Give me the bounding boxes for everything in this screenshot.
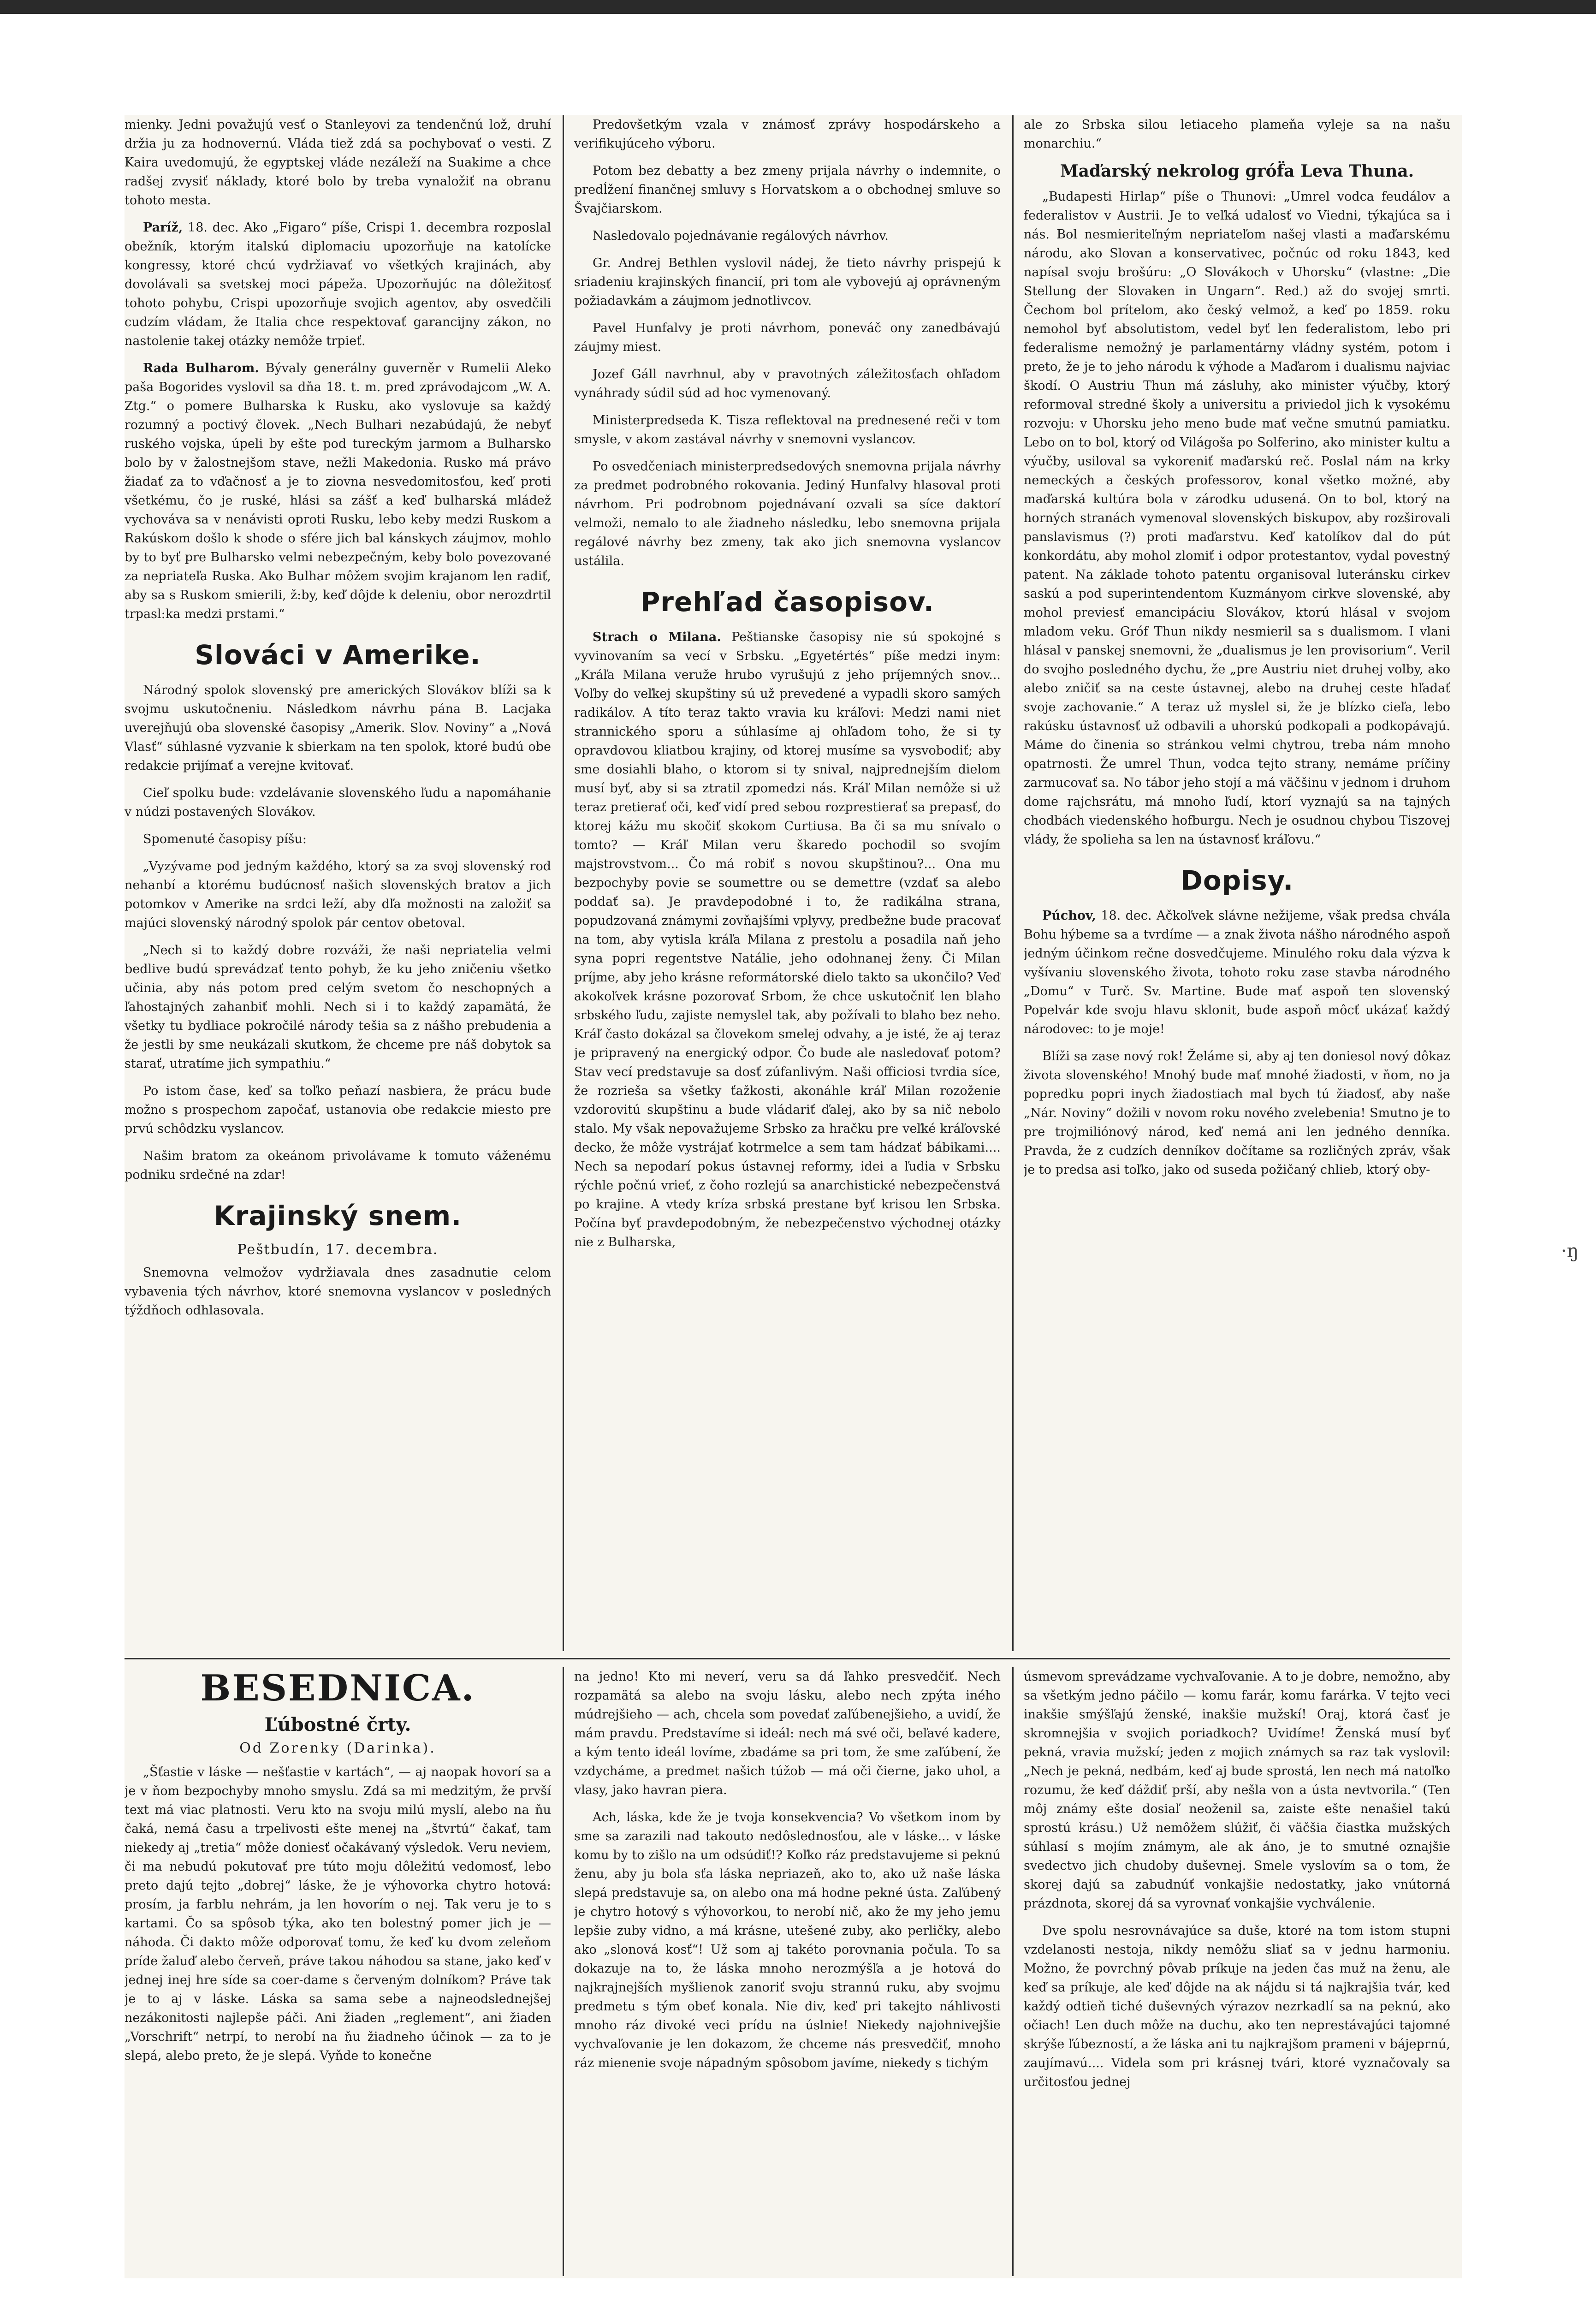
slovaci-paragraph-2: Cieľ spolku bude: vzdelávanie slovenského ľudu a napomáhanie v núdzi postavených Slovákov. [125, 786, 551, 819]
section-title-snem: Krajinský snem. [214, 1200, 462, 1231]
article-rada [125, 359, 551, 624]
besednica-paragraph-1: „Šťastie v láske — nešťastie v kartách“, — aj naopak hovorí sa a je v ňom bezpochyby mnoho smyslu. Zdá sa mi medzitým, že prvší text má viac platnosti. Veru kto na svoju milú myslí, alebo na ňu čaká, nemá času a trpelivosti ešte menej na „štvrtú“ čakať, tam niekedy aj „tretia“ môže doniesť očakávaný výsledok. Veru neviem, či ma nebudú pokutovať pre túto moju dôležitú vedomosť, lebo preto dajú tejto „dobrej“ láske, že je výhovorka chytro hotová: prosím, ja farblu nehrám, ja len hovorím o nej. Tak veru je to s kartami. Čo sa spôsob týka, ako ten bolestný pomer jich je — náhoda. Či dakto môže odporovať tomu, že keď ku dvom zeleňom príde žaluď alebo červeň, práve takou náhodou sa stane, jako keď v jednej inej hre síde sa coer-dame s červeným dolníkom? Práve tak je to aj v láske. Láska sa sama sebe a najneodslednejšej nezákonitosti najlepše páči. Ani žiaden „reglement“, ani žiaden „Vorschrift“ netrpí, to nerobí na ňu žiadneho účinok — za to je slepá, alebo preto, že je slepá. Vyňde to konečne [125, 1765, 551, 2063]
text-strach: Peštianske časopisy nie sú spokojné s vyvinovaním sa vecí v Srbsku. „Egyetértés“ píše medzi inym: „Kráľa Milana veruže hrubo vyrušujú z jeho príjemných snov... Voľby do veľkej skupštiny sú už prevedené a vypadli skoro samých radikálov. A títo teraz takto vravia ku kráľovi: Medzi nami niet strannického sporu a súhlasíme aj ohľadom toho, že si ty opravdovou kliatbou krajiny, od ktorej musíme sa vysvobodiť; aby sme dosiahli blaho, o ktorom si ty snival, najprednejším dielom musí byť, aby si sa ztratil zpomedzi nás. Kráľ Milan nemôže si už teraz pretierať oči, keď vidí pred sebou rozprestierať sa prepasť, do ktorej kážu mu skočiť skokom Curtiusa. Ba či sa mu snívalo o tomto? — Kráľ Milan veru škaredo pochodil so svojím majstrovstvom... Čo má robiť s novou skupštinou?... Ona mu bezpochyby povie se soumettre ou se demettre (vzdať sa alebo poddať sa). Je pravdepodobné i to, že radikálna strana, popudzovaná známymi zovňajšími vplyvy, predbežne bude pracovať na tom, aby vytisla kráľa Milana z prestolu a posadila naň jeho syna popri regentstve Natálie, jeho odohnanej ženy. Či Milan príjme, aby jeho krásne reformátorské dielo takto sa ukončilo? Veď akokoľvek krásne pozorovať Srbom, že chce uskutočniť len blaho srbského ľudu, zajiste nemyslel tak, aby požívali to blaho bez neho. Kráľ často dokázal sa človekom smelej odvahy, a je isté, že aj teraz je pripravený na energický odpor. Čo bude ale nasledovať potom? Stav vecí predstavuje sa dosť zúfanlivým. Naši officiosi tvrdia síce, že rozrieša sa všetky ťažkosti, akonáhle kráľ Milan rozoženie vzdorovitú skupštinu a bude vládariť ďalej, ako by sa nič nebolo stalo. My však nepovažujeme Srbsko za hračku pre veľké kráľovské decko, že môže vystrájať kotrmelce a sem tam hádzať bábikami.... Nech sa nepodarí pokus ústavnej reformy, idei a ľudia v Srbsku rýchle počnú vrieť, z čoho rozlejú sa anarchistické nebezpečenstvá po krajine. A vtedy kríza srbská prestane byť krisou len Srbska. Počína byť pravdepodobným, že nebezpečenstvo východnej otázky nie z Bulharska, [574, 630, 1001, 1249]
article-strach [574, 628, 1001, 1252]
besednica-paragraph-3: Ach, láska, kde že je tvoja konsekvencia? Vo všetkom inom by sme sa zarazili nad takouto nedôslednosťou, ale v láske... v láske komu by to zišlo na um odsúdiť!? Koľko ráz predstavujeme si peknú ženu, aby ju bola sťa láska nepriazeň, ako to, ako už naše láska slepá predstavuje sa, on alebo ona má hodne pekné ústa. Zaľúbený je chytro hotový s výhovorkou, to nerobí nič, ako že my jeho jemu lepšie zuby vidno, a má krásne, utešené zuby, ako perličky, alebo ako „slonová kosť“! Už som aj takéto porovnania počula. To sa dokazuje na to, že láska mnoho nerozmýšľa a je hotová do najkrajnejších myšlienok zanoriť svoju strannú ruku, aby svojmu predmetu s tým obeť konala. Nie div, keď pri takejto náhlivosti mnoho ráz divoké veci prídu na úslnie! Niekedy najohnivejšie vychvaľovanie je len dokazom, že chceme nás presvedčiť, mnoho ráz mienenie svoje nápadným spôsobom javíme, niekedy s tichým [574, 1810, 1001, 2070]
column-2 [574, 115, 1001, 1651]
column-rule-1 [563, 115, 564, 1651]
column-rule-2 [1012, 115, 1014, 1651]
section-title-dopisy: Dopisy. [1180, 865, 1294, 896]
slovaci-paragraph-7: Našim bratom za okeánom privolávame k tomuto váženému podniku srdečné na zdar! [125, 1149, 551, 1182]
snem-paragraph-9: Po osvedčeniach ministerpredsedových snemovna prijala návrhy za predmet podrobného rokovania. Jediný Hunfalvy hlasoval proti návrhom. Pri podrobnom pojednávaní ozvali sa síce daktorí velmoži, nemalo to ale žiadneho následku, lebo snemovna prijala regálové návrhy bez zmeny, tak ako jich snemovna vyslancov ustálila. [574, 459, 1001, 568]
besednica-paragraph-4: úsmevom sprevádzame vychvaľovanie. A to je dobre, nemožno, aby sa všetkým jedno páčilo — komu farár, komu farárka. V tejto veci inakšie smýšľajú ženské, inakšie mužskí! Oraj, ktorá časť je skromnejšia v svojich poriadkoch? Uvidíme! Ženská musí byť pekná, vravia mužskí; jeden z mojich známych sa raz tak vyslovil: „Nech je pekná, nedbám, keď aj bude sprostá, len nech má natoľko rozumu, že keď dáždiť prší, aby nešla von a ústa nevtvorila.“ (Ten môj známy ešte dosiaľ neoženil sa, zaiste ešte nenašiel takú sprostú krásu.) Už nemôžem slúžiť, či väčšia čiastka mužských súhlasí s mojím známym, ale ak áno, je to smutné oznajšie svedectvo jich chudoby duševnej. Smele vyslovím sa o tom, že skorej dajú sa zabudnúť vonkajšie nedostatky, jako vnútorná prázdnota, skorej dá sa vyrovnať vonkajšie vychválenie. [1024, 1670, 1450, 1911]
column-1 [125, 115, 551, 1651]
article-stanley: mienky. Jedni považujú vesť o Stanleyovi za tendenčnú lož, druhí držia ju za hodnovernú. Vláda tiež zdá sa pochybovať o vesti. Z Kaira uvedomujú, že egyptskej vláde nezáleží na Suakime a chce radšej zvysiť náklady, ktoré bolo by treba vynaložiť na obranu tohoto mesta. [125, 118, 551, 208]
section-title-nekrolog: Maďarský nekrolog gróf̈a Leva Thuna. [1060, 161, 1414, 181]
lead-puchov: Púchov, [1042, 909, 1096, 923]
feuilleton-divider [125, 1658, 1450, 1659]
slovaci-paragraph-4: „Vyzývame pod jedným každého, ktorý sa za svoj slovenský rod nehanbí a ktorému budúcnosť našich slovenských bratov a jich potomkov v Amerike na srdci leží, aby dľa možnosti na založiť sa majúci slovenský národný spolok pár centov obetoval. [125, 859, 551, 930]
section-title-slovaci: Slováci v Amerike. [195, 639, 481, 671]
besednica-column-1 [125, 1667, 551, 2276]
puchov-paragraph-2: Blíži sa zase nový rok! Želáme si, aby aj ten doniesol nový dôkaz života slovenského! Mnohý bude mať mnohé žiadosti, v ňom, no ja popredku popri inych žiadostiach mal bych tú žiadosť, aby naše „Nár. Noviny“ dožili v novom roku nového zvelebenia! Smutno je to pre trojmiliónový národ, keď nemá ani len jedného denníka. Pravda, že z cudzích denníkov dočítame sa rozličných zpráv, však je to predsa asi toľko, jako od suseda požičaný chlieb, ktorý oby- [1024, 1049, 1450, 1177]
article-paris [125, 218, 551, 351]
snem-paragraph-3: Potom bez debatty a bez zmeny prijala návrhy o indemnite, o predĺžení finančnej smluvy s Horvatskom a o obchodnej smluve so Švajčiarskom. [574, 164, 1001, 216]
snem-paragraph-8: Ministerpredseda K. Tisza reflektoval na prednesené reči v tom smysle, v akom zastával návrhy v snemovni vyslancov. [574, 413, 1001, 446]
besednica-author: Od Zorenky (Darinka). [239, 1740, 436, 1756]
newspaper-page [125, 115, 1462, 2278]
snem-paragraph-2: Predovšetkým vzala v známosť zprávy hospodárskeho a verifikujúceho výboru. [574, 118, 1001, 151]
text-puchov: 18. dec. Ačkoľvek slávne nežijeme, však predsa chvála Bohu hýbeme sa a tvrdíme — a znak života nášho národného aspoň jedným účinkom rečne dosvedčujeme. Minulého roku dala výzva k vyšívaniu slovenského života, tohoto roku zase stavba národného „Domu“ v Turč. Sv. Martine. Bude mať aspoň ten slovenský Popelvár kde svoju hlavu sklonit, bude aspoň môcť ukázať každý národovec: to je moje! [1024, 909, 1450, 1036]
snem-paragraph-4: Nasledovalo pojednávanie regálových návrhov. [593, 229, 889, 243]
lead-rada: Rada Bulharom. [143, 361, 259, 375]
strach-continued: ale zo Srbska silou letiaceho plameňa vyleje sa na našu monarchiu.“ [1024, 118, 1450, 151]
besednica-rule-2 [1012, 1667, 1014, 2276]
besednica-rule-1 [563, 1667, 564, 2276]
column-3 [1024, 115, 1450, 1651]
slovaci-paragraph-3: Spomenuté časopisy píšu: [143, 832, 307, 846]
snem-dateline: Peštbudín, 17. decembra. [237, 1242, 439, 1258]
besednica-paragraph-5: Dve spolu nesrovnávajúce sa duše, ktoré na tom istom stupni vzdelanosti nestoja, nikdy nemôžu sliať sa v jednu harmoniu. Možno, že povrchný pôvab príkuje na jeden čas muž na ženu, ale keď sa príkuje, ale keď dôjde na ak nájdu si tá najkrajšia tvár, keď každý odtieň tiché duševných výrazov nezrkadlí sa na peknú, ako očiach! Len duch môže na duchu, ako ten neprestávajúci tajomné skrýše ľúbezností, a že láska ani tu najkrajšom prameni v bájeprnú, zaujímavú.... Videla som pri krásnej tvári, ktoré vyznačovaly sa určitosťou jednej [1024, 1924, 1450, 2089]
besednica-title: BESEDNICA. [200, 1667, 475, 1709]
snem-paragraph-1: Snemovna velmožov vydržiavala dnes zasadnutie celom vybavenia tých návrhov, ktoré snemovna vyslancov v posledných týždňoch odhlasovala. [125, 1266, 551, 1318]
lead-paris: Paríž, [143, 220, 183, 235]
article-puchov [1024, 906, 1450, 1039]
nekrolog-paragraph: „Budapesti Hirlap“ píše o Thunovi: „Umrel vodca feudálov a federalistov v Austrii. Je to veľká udalosť vo Viedni, týkajúca sa i nás. Bol nesmieriteľným nepriateľom našej vlasti a maďarskému národu, ako Slovan a konservativec, počnúc od roku 1843, keď napísal svoju brošúru: „O Slovákoch v Uhorsku“ (vlastne: „Die Stellung der Slovaken in Ungarn“. Red.) až do svojej smrti. Čechom bol prítelom, ako český velmož, a keď po 1859. roku nemohol byť absolutistom, vedel byť len federalistom, lebo pri federalisme nemožný je parlamentárny vládny systém, potom i preto, že je to jeho národu k výhode a Maďarom i dualismu najviac škodí. O Austriu Thun má zásluhy, ako minister výučby, ktorý reformoval stredné školy a universitu a priviedol jich k vysokému rozvoju: v Uhorsku jeho meno bude mať večne smutnú pamiatku. Lebo on to bol, ktorý od Világoša po Solferino, ako minister kultu a výučby, usiloval sa vykoreniť maďarskú reč. Poslal nám na krky nemeckých a českých professorov, konal všetko možné, aby maďarská kultúra bola v zárodku udusená. On to bol, ktorý na horných stranách vymenoval slovenských biskupov, aby rozširovali panslavismus (?) proti maďarstvu. Keď katolíkov dal do pút konkordátu, aby mohol zlomiť i odpor protestantov, vydal povestný patent. Na základe tohoto patentu organisoval luteránsku cirkev saskú a pod superintendentom Kuzmányom cirkve slovenské, aby mohol previesť emancipáciu Slovákov, ktorú hlásal v svojom mladom veku. Gróf Thun nikdy nesmieril sa s dualismom. I vlani hlásal v panskej snemovni, že „dualismus je len provisorium“. Veril do svojho posledného dychu, že „pre Austriu niet druhej volby, ako alebo zničiť sa na ceste ústavnej, alebo na druhej ceste hľadať svoje zachovanie.“ A teraz už myslel si, že je blízko cieľa, lebo rakúsku ústavnosť už odbavili a uhorskú podkopali a podkopávajú. Máme do činenia so stránkou velmi chytrou, treba nám mnoho opatrnosti. Že umrel Thun, vodca tejto strany, nemáme príčiny zarmucovať sa. No tábor jeho stojí a má väčšinu v jednom i druhom dome rajchsrátu, má mnoho ľudí, ktorí vyznajú sa na tajných chodbách viedenského hofburgu. Nech je osudnou chybou Tiszovej vlády, že spolieha sa len na ústavnosť kráľovu.“ [1024, 190, 1450, 847]
text-paris: 18. dec. Ako „Figaro“ píše, Crispi 1. decembra rozposlal obežník, ktorým italskú diplomaciu upozorňuje na katolícke kongressy, ktoré chcú vydržiavať vo všetkých krajinách, aby dovolávali sa svetskej moci pápeža. Upozorňujúc na dôležitosť tohoto pohybu, Crispi upozorňuje svojich agentov, aby osvedčili cudzím vládam, že Italia chce respektovať garancijny zákon, no nastolenie takej otázky nemôže trpieť. [125, 220, 551, 348]
text-rada: Bývaly generálny guverněr v Rumelii Aleko paša Bogorides vyslovil sa dňa 18. t. m. pred zprávodajcom „W. A. Ztg.“ o pomere Bulharska k Rusku, ako vyslovuje sa každý rozumný a poctivý človek. „Nech Bulhari nezabúdajú, že nebyť ruského vojska, úpeli by ešte pod tureckým jarmom a Bulharsko bolo by v žalostnejšom stave, nežli Makedonia. Rusko má právo žiadať za to vďačnosť a je to ziovna nesvedomitosťou, keď proti všetkému, čo je ruské, hlási sa zášť a keď bulharská mládež vychováva sa v nenávisti oproti Rusku, lebo keby medzi Ruskom a Rakúskom došlo k shode o sfére jich bal kánskych záujmov, mohlo by to byť pre Bulharsko velmi nebezpečným, keby bolo povezované za nepriateľa Ruska. Ako Bulhar môžem svojim krajanom len radiť, aby sa s Ruskom smierili, ž:by, keď dôjde k deleniu, obor nerozdrtil trpasl:ka medzi prstami.“ [125, 361, 551, 621]
snem-paragraph-7: Jozef Gáll navrhnul, aby v pravotných záležitosťach ohľadom vynáhrady súdil súd ad hoc vymenovaný. [574, 367, 1001, 400]
scan-edge-mark: ·ŋ [1561, 1241, 1579, 1262]
snem-paragraph-6: Pavel Hunfalvy je proti návrhom, poneváč ony zanedbávajú záujmy miest. [574, 321, 1001, 354]
besednica-subtitle: Ľúbostné črty. [264, 1714, 411, 1735]
besednica-column-2 [574, 1667, 1001, 2276]
slovaci-paragraph-5: „Nech si to každý dobre rozváži, že naši nepriatelia velmi bedlive budú sprevádzať tento pohyb, že ku jeho zničeniu všetko učinia, aby nás potom pred celým svetom čo neschopných a ľahostajných zahanbiť mohli. Nech si i to každý zapamätá, že všetky tu bydliace pokročilé národy tešia sa z nášho prebudenia a že jestli by sme neukázali skutkom, že chceme pre náš dobytok sa starať, utratíme jich sympathiu.“ [125, 943, 551, 1071]
besednica-column-3 [1024, 1667, 1450, 2276]
slovaci-paragraph-6: Po istom čase, keď sa toľko peňazí nasbiera, že prácu bude možno s prospechom započať, ustanovia obe redakcie miesto pre prvú schôdzku vyslancov. [125, 1084, 551, 1136]
slovaci-paragraph-1: Národný spolok slovenský pre amerických Slovákov blíži sa k svojmu uskutočneniu. Následkom návrhu pána B. Lacjaka uverejňujú oba slovenské časopisy „Amerik. Slov. Noviny“ a „Nová Vlasť“ súhlasné vyzvanie k sbierkam na ten spolok, ktoré budú obe redakcie prijímať a verejne kvitovať. [125, 683, 551, 773]
lead-strach: Strach o Milana. [593, 630, 721, 644]
besednica-paragraph-2: na jedno! Kto mi neverí, veru sa dá ľahko presvedčiť. Nech rozpamätá sa alebo na svoju lásku, alebo nech zpýta iného múdrejšieho — ach, chcela som povedať zaľúbenejšieho, a uvidí, že mám pravdu. Predstavíme si ideál: nech má své oči, beľavé kadere, a kým tento ideál lovíme, zbadáme sa pri tom, že sme zaľúbení, že vzdycháme, a predmet našich túžob — má oči čierne, jako uhol, a vlasy, jako havran piera. [574, 1670, 1001, 1797]
section-title-prehlad: Prehľad časopisov. [640, 586, 935, 618]
snem-paragraph-5: Gr. Andrej Bethlen vyslovil nádej, že tieto návrhy prispejú k sriadeniu krajinských financií, pri tom ale vybovejú aj oprávneným požiadavkám a záujmom jednotlivcov. [574, 256, 1001, 308]
top-scan-bar [0, 0, 1596, 14]
